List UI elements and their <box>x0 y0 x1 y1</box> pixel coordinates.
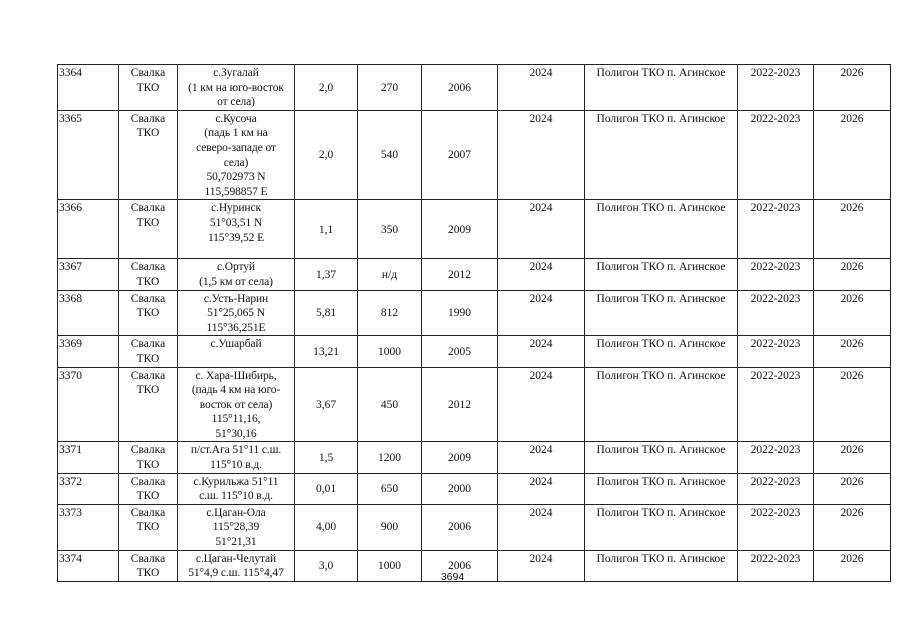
start-year-cell: 2000 <box>422 473 498 504</box>
object-type-cell <box>119 367 178 442</box>
object-type-line: ТКО <box>136 459 160 472</box>
record-number-cell: 3366 <box>58 200 119 259</box>
object-type-line: ТКО <box>136 567 160 580</box>
object-type-line: Свалка <box>130 444 166 457</box>
object-type-cell <box>119 473 178 504</box>
target-year-cell: 2024 <box>498 442 585 473</box>
volume-cell: 900 <box>358 504 422 550</box>
location-line: 51°21,31 <box>215 536 257 549</box>
polygon-cell: Полигон ТКО п. Агинское <box>585 200 738 259</box>
end-year-cell: 2026 <box>814 442 891 473</box>
target-year-cell: 2024 <box>498 65 585 111</box>
start-year-cell: 2012 <box>422 259 498 290</box>
end-year-cell: 2026 <box>814 550 891 581</box>
target-year-cell: 2024 <box>498 550 585 581</box>
volume-cell: 1000 <box>358 336 422 367</box>
period-cell: 2022-2023 <box>738 473 814 504</box>
polygon-cell: Полигон ТКО п. Агинское <box>585 442 738 473</box>
location-line: 115°28,39 <box>212 521 260 534</box>
polygon-cell: Полигон ТКО п. Агинское <box>585 65 738 111</box>
record-number-cell: 3369 <box>58 336 119 367</box>
location-cell <box>178 65 295 111</box>
object-type-cell <box>119 336 178 367</box>
target-year-cell: 2024 <box>498 336 585 367</box>
record-number-cell: 3368 <box>58 290 119 336</box>
location-line: северо-западе от <box>196 141 276 154</box>
location-line: с.Усть-Нарин <box>203 292 269 305</box>
table-row <box>58 442 891 473</box>
location-line: с.Зугалай <box>213 67 259 79</box>
target-year-cell: 2024 <box>498 504 585 550</box>
object-type-line: Свалка <box>130 67 166 79</box>
period-cell: 2022-2023 <box>738 290 814 336</box>
start-year-cell: 2006 <box>422 504 498 550</box>
polygon-cell: Полигон ТКО п. Агинское <box>585 550 738 581</box>
object-type-cell <box>119 65 178 111</box>
start-year-cell: 2007 <box>422 110 498 200</box>
location-line: с.Нуринск <box>211 202 261 215</box>
table-row <box>58 65 891 111</box>
record-number-cell: 3373 <box>58 504 119 550</box>
object-type-line: ТКО <box>136 216 160 229</box>
volume-cell: 350 <box>358 200 422 259</box>
record-number-cell: 3372 <box>58 473 119 504</box>
object-type-cell <box>119 259 178 290</box>
polygon-cell: Полигон ТКО п. Агинское <box>585 473 738 504</box>
end-year-cell: 2026 <box>814 290 891 336</box>
location-line: с.Курильжа 51°11 <box>193 475 279 488</box>
location-line: (падь 4 км на юго- <box>191 384 281 397</box>
location-line: 50,702973 N <box>206 171 266 184</box>
period-cell: 2022-2023 <box>738 65 814 111</box>
end-year-cell: 2026 <box>814 473 891 504</box>
location-cell <box>178 367 295 442</box>
period-cell: 2022-2023 <box>738 200 814 259</box>
volume-cell: 1200 <box>358 442 422 473</box>
object-type-line: ТКО <box>136 352 160 365</box>
location-line: с. Хара-Шибирь, <box>195 369 277 382</box>
record-number-cell: 3367 <box>58 259 119 290</box>
volume-cell: 540 <box>358 110 422 200</box>
area-cell: 5,81 <box>295 290 358 336</box>
period-cell: 2022-2023 <box>738 367 814 442</box>
period-cell: 2022-2023 <box>738 110 814 200</box>
end-year-cell: 2026 <box>814 504 891 550</box>
area-cell: 0,01 <box>295 473 358 504</box>
area-cell: 1,5 <box>295 442 358 473</box>
object-type-line: Свалка <box>130 112 166 125</box>
location-cell <box>178 259 295 290</box>
location-line: села) <box>223 156 249 169</box>
location-line: 115°39,52 E <box>207 231 265 244</box>
location-line: 51°4,9 с.ш. 115°4,47 <box>188 567 284 580</box>
end-year-cell: 2026 <box>814 336 891 367</box>
area-cell: 1,37 <box>295 259 358 290</box>
location-cell <box>178 290 295 336</box>
location-line: 51°03,51 N <box>209 216 263 229</box>
object-type-line: Свалка <box>130 292 166 305</box>
period-cell: 2022-2023 <box>738 442 814 473</box>
volume-cell: 812 <box>358 290 422 336</box>
area-cell: 1,1 <box>295 200 358 259</box>
polygon-cell: Полигон ТКО п. Агинское <box>585 110 738 200</box>
area-cell: 2,0 <box>295 65 358 111</box>
object-type-line: ТКО <box>136 307 160 320</box>
table-row <box>58 367 891 442</box>
target-year-cell: 2024 <box>498 290 585 336</box>
table-row <box>58 290 891 336</box>
location-line: от села) <box>217 96 255 109</box>
end-year-cell: 2026 <box>814 110 891 200</box>
table-row <box>58 259 891 290</box>
start-year-cell: 2005 <box>422 336 498 367</box>
start-year-cell: 2006 <box>422 65 498 111</box>
location-line: 115°36,251E <box>206 321 266 334</box>
area-cell: 3,0 <box>295 550 358 581</box>
location-cell <box>178 336 295 367</box>
location-line: восток от села) <box>199 398 273 411</box>
area-cell: 2,0 <box>295 110 358 200</box>
location-line: 51°30,16 <box>215 427 257 440</box>
period-cell: 2022-2023 <box>738 504 814 550</box>
object-type-cell <box>119 504 178 550</box>
waste-sites-table <box>57 64 891 582</box>
object-type-line: ТКО <box>136 490 160 503</box>
start-year-cell: 2009 <box>422 442 498 473</box>
object-type-line: Свалка <box>130 369 166 382</box>
object-type-line: ТКО <box>136 521 160 534</box>
table-row <box>58 336 891 367</box>
end-year-cell: 2026 <box>814 367 891 442</box>
table-row <box>58 110 891 200</box>
object-type-line: ТКО <box>136 275 160 288</box>
location-line: с.Цаган-Челутай <box>195 552 277 565</box>
location-cell <box>178 110 295 200</box>
object-type-line: ТКО <box>136 81 160 94</box>
volume-cell: 450 <box>358 367 422 442</box>
volume-cell: 1000 <box>358 550 422 581</box>
location-line: (1 км на юго-восток <box>188 81 284 94</box>
period-cell: 2022-2023 <box>738 550 814 581</box>
area-cell: 13,21 <box>295 336 358 367</box>
location-line: с.Кусоча <box>215 112 257 125</box>
polygon-cell: Полигон ТКО п. Агинское <box>585 504 738 550</box>
location-line: (1,5 км от села) <box>199 275 273 288</box>
object-type-line: Свалка <box>130 506 166 519</box>
object-type-line: Свалка <box>130 475 166 488</box>
area-cell: 3,67 <box>295 367 358 442</box>
target-year-cell: 2024 <box>498 259 585 290</box>
end-year-cell: 2026 <box>814 259 891 290</box>
page-number: 3694 <box>440 571 465 583</box>
polygon-cell: Полигон ТКО п. Агинское <box>585 290 738 336</box>
location-line: с.Ушарбай <box>210 338 262 351</box>
location-cell <box>178 504 295 550</box>
object-type-line: Свалка <box>130 202 166 215</box>
record-number-cell: 3364 <box>58 65 119 111</box>
start-year-cell: 2012 <box>422 367 498 442</box>
location-line: с.Ортуй <box>217 261 255 274</box>
record-number-cell: 3370 <box>58 367 119 442</box>
record-number-cell: 3374 <box>58 550 119 581</box>
target-year-cell: 2024 <box>498 110 585 200</box>
location-line: (падь 1 км на <box>204 127 268 140</box>
location-line: 51°25,065 N <box>207 307 265 320</box>
record-number-cell: 3371 <box>58 442 119 473</box>
location-cell <box>178 473 295 504</box>
table-row <box>58 473 891 504</box>
polygon-cell: Полигон ТКО п. Агинское <box>585 367 738 442</box>
start-year-cell: 2009 <box>422 200 498 259</box>
table-row <box>58 504 891 550</box>
volume-cell: н/д <box>358 259 422 290</box>
period-cell: 2022-2023 <box>738 259 814 290</box>
location-line: с.ш. 115°10 в.д. <box>199 490 273 503</box>
object-type-line: Свалка <box>130 552 166 565</box>
target-year-cell: 2024 <box>498 367 585 442</box>
location-line: с.Цаган-Ола <box>206 506 266 519</box>
target-year-cell: 2024 <box>498 473 585 504</box>
table-row <box>58 200 891 259</box>
location-line: п/ст.Ага 51°11 с.ш. <box>190 444 282 457</box>
location-cell <box>178 200 295 259</box>
volume-cell: 270 <box>358 65 422 111</box>
object-type-line: ТКО <box>136 127 160 140</box>
start-year-cell: 1990 <box>422 290 498 336</box>
location-line: 115,598857 E <box>204 185 268 198</box>
object-type-line: ТКО <box>136 384 160 397</box>
table-body <box>58 65 891 582</box>
object-type-line: Свалка <box>130 338 166 351</box>
polygon-cell: Полигон ТКО п. Агинское <box>585 259 738 290</box>
record-number-cell: 3365 <box>58 110 119 200</box>
location-cell <box>178 442 295 473</box>
object-type-cell <box>119 110 178 200</box>
start-year-cell: 2006 <box>422 550 498 581</box>
location-line: 115°11,16, <box>211 413 261 426</box>
object-type-cell <box>119 290 178 336</box>
period-cell: 2022-2023 <box>738 336 814 367</box>
volume-cell: 650 <box>358 473 422 504</box>
target-year-cell: 2024 <box>498 200 585 259</box>
polygon-cell: Полигон ТКО п. Агинское <box>585 336 738 367</box>
end-year-cell: 2026 <box>814 65 891 111</box>
object-type-cell <box>119 200 178 259</box>
object-type-cell <box>119 442 178 473</box>
location-line: 115°10 в.д. <box>210 459 262 472</box>
end-year-cell: 2026 <box>814 200 891 259</box>
object-type-line: Свалка <box>130 261 166 274</box>
area-cell: 4,00 <box>295 504 358 550</box>
